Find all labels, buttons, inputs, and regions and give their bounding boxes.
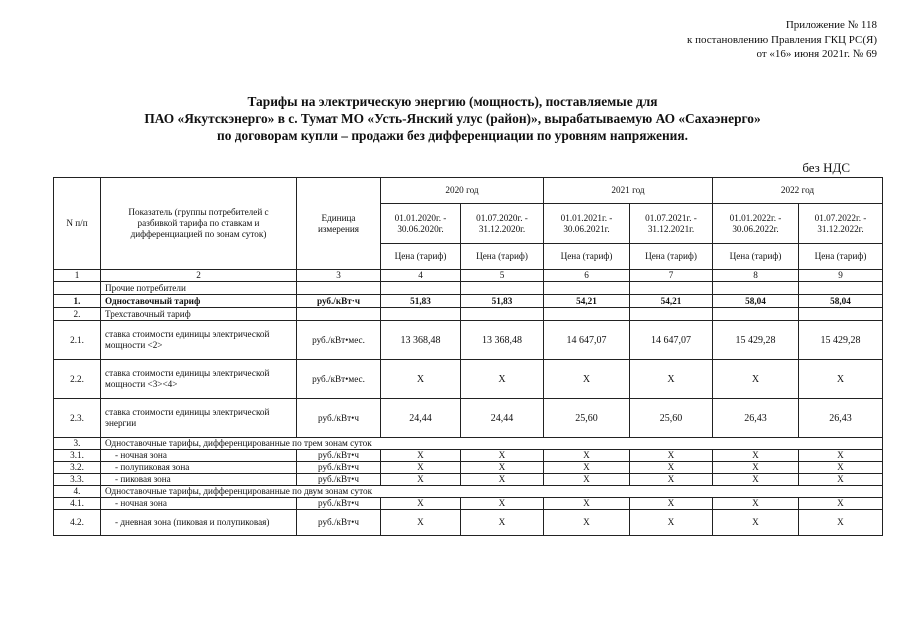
row-indicator: - пиковая зона (101, 474, 297, 486)
row-value: X (630, 360, 713, 399)
row-number: 4.2. (54, 510, 101, 536)
row-value: 24,44 (461, 399, 544, 438)
table-row (54, 462, 883, 474)
row-value: 24,44 (381, 399, 461, 438)
row-indicator: - ночная зона (101, 450, 297, 462)
row-number: 3.1. (54, 450, 101, 462)
row-value: X (630, 450, 713, 462)
row-value: X (713, 474, 799, 486)
row-unit: руб./кВт•ч (297, 474, 381, 486)
row-value (381, 308, 461, 321)
row-value: X (799, 510, 883, 536)
title-line-3: по договорам купли – продажи без дифференциации по уровням напряжения. (217, 128, 688, 143)
row-value (461, 282, 544, 295)
row-value: 14 647,07 (630, 321, 713, 360)
column-number: 5 (461, 270, 544, 282)
table-row (54, 486, 883, 498)
row-value: 15 429,28 (713, 321, 799, 360)
row-value: 14 647,07 (544, 321, 630, 360)
row-unit (297, 308, 381, 321)
row-value: X (544, 462, 630, 474)
header-price: Цена (тариф) (713, 244, 799, 270)
header-price: Цена (тариф) (381, 244, 461, 270)
row-value: X (381, 498, 461, 510)
row-unit: руб./кВт•мес. (297, 321, 381, 360)
header-period: 01.07.2020г. - 31.12.2020г. (461, 204, 544, 244)
row-value: X (630, 462, 713, 474)
row-number: 3.2. (54, 462, 101, 474)
row-value: X (799, 450, 883, 462)
row-value: X (381, 474, 461, 486)
row-number: 4. (54, 486, 101, 498)
row-indicator: - ночная зона (101, 498, 297, 510)
row-value: 58,04 (799, 295, 883, 308)
column-number: 2 (101, 270, 297, 282)
row-number: 2. (54, 308, 101, 321)
row-value: X (713, 450, 799, 462)
row-value (799, 308, 883, 321)
header-period: 01.07.2022г. - 31.12.2022г. (799, 204, 883, 244)
row-value: X (544, 510, 630, 536)
attachment-line-3: от «16» июня 2021г. № 69 (756, 48, 877, 60)
row-number (54, 282, 101, 295)
header-period: 01.01.2022г. - 30.06.2022г. (713, 204, 799, 244)
header-num: N п/п (54, 178, 101, 270)
table-row (54, 308, 883, 321)
row-value: X (461, 474, 544, 486)
column-number: 1 (54, 270, 101, 282)
row-value: X (544, 498, 630, 510)
row-value (713, 308, 799, 321)
row-unit: руб./кВт•ч (297, 462, 381, 474)
row-value (713, 282, 799, 295)
column-number: 8 (713, 270, 799, 282)
attachment-line-1: Приложение № 118 (785, 19, 877, 31)
row-unit: руб./кВт·ч (297, 295, 381, 308)
row-number: 2.2. (54, 360, 101, 399)
row-unit: руб./кВт•ч (297, 498, 381, 510)
document-title (0, 93, 905, 144)
row-value: X (799, 474, 883, 486)
row-value: X (544, 474, 630, 486)
header-indicator: Показатель (группы потребителей с разбивкой тарифа по ставкам и дифференциацией по зонам суток) (101, 178, 297, 270)
table-row (54, 321, 883, 360)
row-value: X (461, 510, 544, 536)
tariff-table-body (54, 282, 883, 536)
column-number: 6 (544, 270, 630, 282)
row-value: X (713, 510, 799, 536)
row-indicator: - полупиковая зона (101, 462, 297, 474)
header-year-2020: 2020 год (381, 178, 544, 204)
table-row (54, 474, 883, 486)
table-row (54, 399, 883, 438)
tariff-table (53, 177, 883, 536)
row-value: 25,60 (630, 399, 713, 438)
row-value (381, 282, 461, 295)
row-number: 2.1. (54, 321, 101, 360)
vat-note: без НДС (802, 160, 850, 175)
table-row (54, 295, 883, 308)
attachment-line-2: к постановлению Правления ГКЦ РС(Я) (687, 33, 877, 46)
table-row (54, 498, 883, 510)
row-value: 54,21 (630, 295, 713, 308)
row-unit: руб./кВт•мес. (297, 360, 381, 399)
row-unit: руб./кВт•ч (297, 510, 381, 536)
row-value: X (630, 510, 713, 536)
header-period: 01.01.2021г. - 30.06.2021г. (544, 204, 630, 244)
row-value: 58,04 (713, 295, 799, 308)
table-row (54, 510, 883, 536)
row-value (544, 282, 630, 295)
row-value: 26,43 (713, 399, 799, 438)
header-price: Цена (тариф) (630, 244, 713, 270)
row-indicator: Трехставочный тариф (101, 308, 297, 321)
row-value: 51,83 (381, 295, 461, 308)
row-value: X (713, 498, 799, 510)
header-year-2021: 2021 год (544, 178, 713, 204)
row-number: 3. (54, 438, 101, 450)
row-value: 51,83 (461, 295, 544, 308)
row-unit: руб./кВт•ч (297, 399, 381, 438)
row-number: 2.3. (54, 399, 101, 438)
row-indicator: ставка стоимости единицы электрической энергии (101, 399, 297, 438)
header-period: 01.07.2021г. - 31.12.2021г. (630, 204, 713, 244)
row-value: X (630, 474, 713, 486)
row-indicator: Одноставочные тарифы, дифференцированные по трем зонам суток (101, 438, 883, 450)
row-value (630, 308, 713, 321)
row-number: 1. (54, 295, 101, 308)
title-line-1: Тарифы на электрическую энергию (мощность), поставляемые для (247, 94, 658, 109)
row-value: X (461, 450, 544, 462)
row-value: X (713, 360, 799, 399)
row-value: 13 368,48 (381, 321, 461, 360)
table-row (54, 450, 883, 462)
row-value: X (461, 498, 544, 510)
row-value: X (544, 450, 630, 462)
row-value (630, 282, 713, 295)
row-number: 4.1. (54, 498, 101, 510)
row-number: 3.3. (54, 474, 101, 486)
row-value: X (544, 360, 630, 399)
row-value: X (630, 498, 713, 510)
table-row (54, 360, 883, 399)
row-value: 15 429,28 (799, 321, 883, 360)
row-value (544, 308, 630, 321)
row-value: X (713, 462, 799, 474)
row-value: 13 368,48 (461, 321, 544, 360)
column-number: 3 (297, 270, 381, 282)
row-value: X (381, 450, 461, 462)
row-value: X (381, 510, 461, 536)
header-year-2022: 2022 год (713, 178, 883, 204)
row-value: X (799, 462, 883, 474)
row-value: 54,21 (544, 295, 630, 308)
column-number: 4 (381, 270, 461, 282)
column-number: 9 (799, 270, 883, 282)
row-indicator: Одноставочные тарифы, дифференцированные по двум зонам суток (101, 486, 883, 498)
row-indicator: ставка стоимости единицы электрической мощности <3><4> (101, 360, 297, 399)
column-number: 7 (630, 270, 713, 282)
row-value: X (799, 360, 883, 399)
row-unit: руб./кВт•ч (297, 450, 381, 462)
header-period: 01.01.2020г. - 30.06.2020г. (381, 204, 461, 244)
header-unit: Единица измерения (297, 178, 381, 270)
row-value (461, 308, 544, 321)
attachment-note (687, 18, 877, 62)
header-price: Цена (тариф) (799, 244, 883, 270)
header-price: Цена (тариф) (544, 244, 630, 270)
row-value: 25,60 (544, 399, 630, 438)
table-row (54, 282, 883, 295)
row-value: X (461, 360, 544, 399)
row-unit (297, 282, 381, 295)
header-price: Цена (тариф) (461, 244, 544, 270)
row-value: X (461, 462, 544, 474)
row-value: X (381, 360, 461, 399)
title-line-2: ПАО «Якутскэнерго» в с. Тумат МО «Усть-Янский улус (район)», вырабатываемую АО «Сахаэнерго» (144, 111, 761, 126)
row-indicator: ставка стоимости единицы электрической мощности <2> (101, 321, 297, 360)
row-indicator: Прочие потребители (101, 282, 297, 295)
table-row (54, 438, 883, 450)
row-value: 26,43 (799, 399, 883, 438)
row-value (799, 282, 883, 295)
row-value: X (381, 462, 461, 474)
row-indicator: Одноставочный тариф (101, 295, 297, 308)
row-indicator: - дневная зона (пиковая и полупиковая) (101, 510, 297, 536)
row-value: X (799, 498, 883, 510)
